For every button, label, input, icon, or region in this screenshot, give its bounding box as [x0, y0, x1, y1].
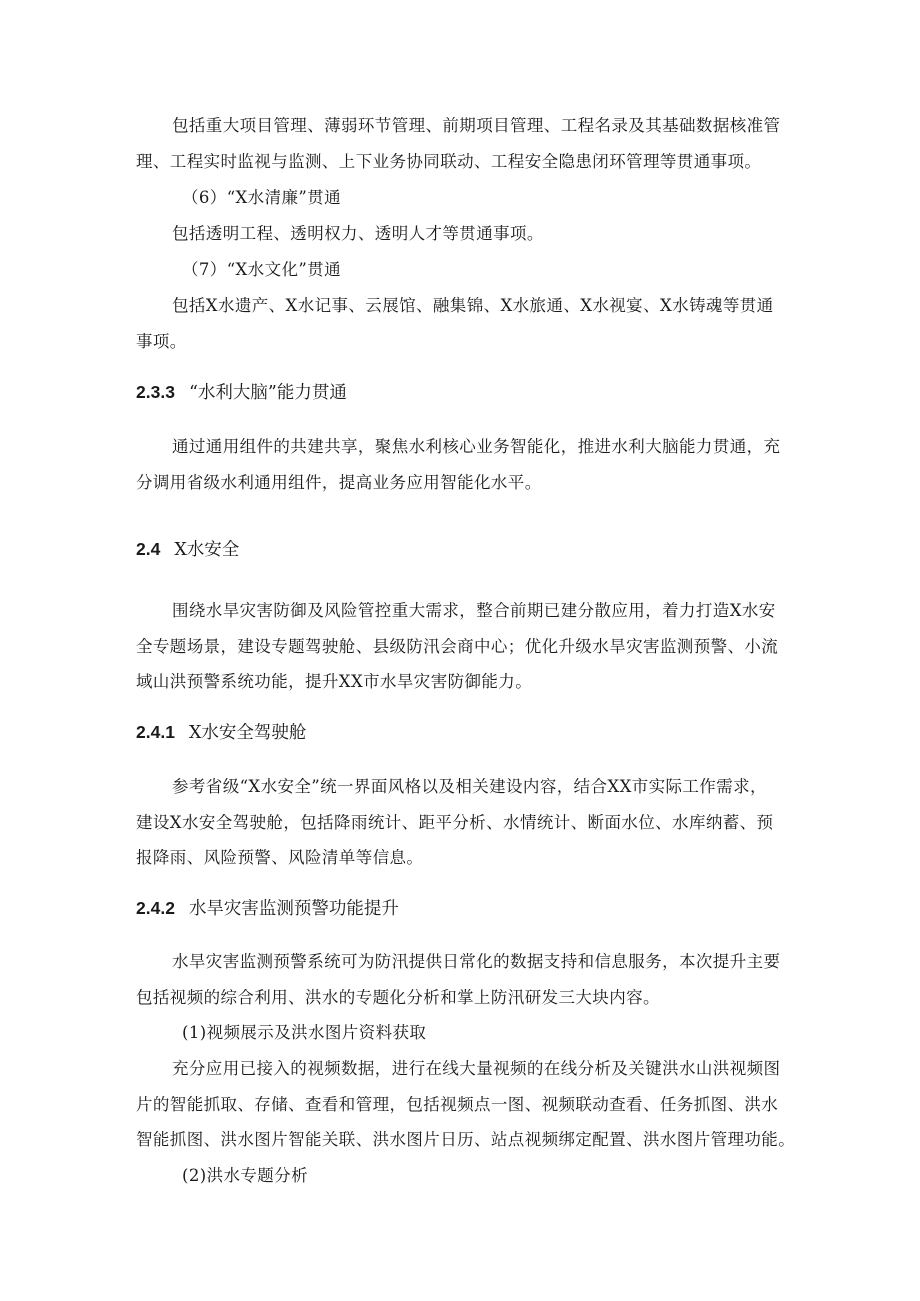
paragraph-line: 包括重大项目管理、薄弱环节管理、前期项目管理、工程名录及其基础数据核准管	[172, 116, 781, 135]
section-heading-2-3-3	[136, 380, 347, 405]
heading-number: 2.4.1	[136, 722, 175, 742]
paragraph-line: 全专题场景，建设专题驾驶舱、县级防汛会商中心；优化升级水旱灾害监测预警、小流	[136, 637, 779, 656]
paragraph-line: 域山洪预警系统功能，提升XX市水旱灾害防御能力。	[136, 672, 533, 691]
paragraph-line: 包括视频的综合利用、洪水的专题化分析和掌上防汛研发三大块内容。	[136, 988, 660, 1007]
paragraph-line: 参考省级“X水安全”统一界面风格以及相关建设内容，结合XX市实际工作需求，	[172, 777, 767, 796]
paragraph-line: 通过通用组件的共建共享，聚焦水利核心业务智能化，推进水利大脑能力贯通，充	[172, 437, 781, 456]
paragraph-line: 水旱灾害监测预警系统可为防汛提供日常化的数据支持和信息服务，本次提升主要	[172, 952, 781, 971]
paragraph-line: 片的智能抓取、存储、查看和管理，包括视频点一图、视频联动查看、任务抓图、洪水	[136, 1095, 779, 1114]
section-heading-2-4-1	[136, 720, 306, 745]
section-heading-2-4-2	[136, 896, 399, 921]
list-item-7: （7）“X水文化”贯通	[182, 260, 342, 279]
paragraph-line: 围绕水旱灾害防御及风险管控重大需求，整合前期已建分散应用，着力打造X水安	[172, 601, 776, 620]
list-item-1: (1)视频展示及洪水图片资料获取	[182, 1023, 427, 1042]
heading-title: 水旱灾害监测预警功能提升	[188, 899, 399, 919]
paragraph-line: 包括透明工程、透明权力、透明人才等贯通事项。	[172, 224, 544, 243]
paragraph-line: 建设X水安全驾驶舱，包括降雨统计、距平分析、水情统计、断面水位、水库纳蓄、预	[136, 813, 774, 832]
paragraph-line: 智能抓图、洪水图片智能关联、洪水图片日历、站点视频绑定配置、洪水图片管理功能。	[136, 1130, 796, 1149]
list-item-6: （6）“X水清廉”贯通	[182, 188, 342, 207]
paragraph-line: 充分应用已接入的视频数据，进行在线大量视频的在线分析及关键洪水山洪视频图	[172, 1059, 781, 1078]
heading-title: X水安全	[174, 540, 240, 560]
paragraph-line: 包括X水遗产、X水记事、云展馆、融集锦、X水旅通、X水视宴、X水铸魂等贯通	[172, 296, 774, 315]
paragraph-line: 理、工程实时监视与监测、上下业务协同联动、工程安全隐患闭环管理等贯通事项。	[136, 152, 762, 171]
paragraph-line: 事项。	[136, 332, 187, 351]
paragraph-line: 报降雨、风险预警、风险清单等信息。	[136, 848, 424, 867]
heading-number: 2.3.3	[136, 382, 175, 402]
paragraph-line: 分调用省级水利通用组件，提高业务应用智能化水平。	[136, 473, 542, 492]
list-item-2: (2)洪水专题分析	[182, 1166, 308, 1185]
section-heading-2-4	[136, 537, 239, 562]
heading-number: 2.4	[136, 539, 161, 559]
heading-title: X水安全驾驶舱	[188, 723, 307, 743]
heading-number: 2.4.2	[136, 898, 175, 918]
heading-title: “水利大脑”能力贯通	[188, 383, 347, 403]
